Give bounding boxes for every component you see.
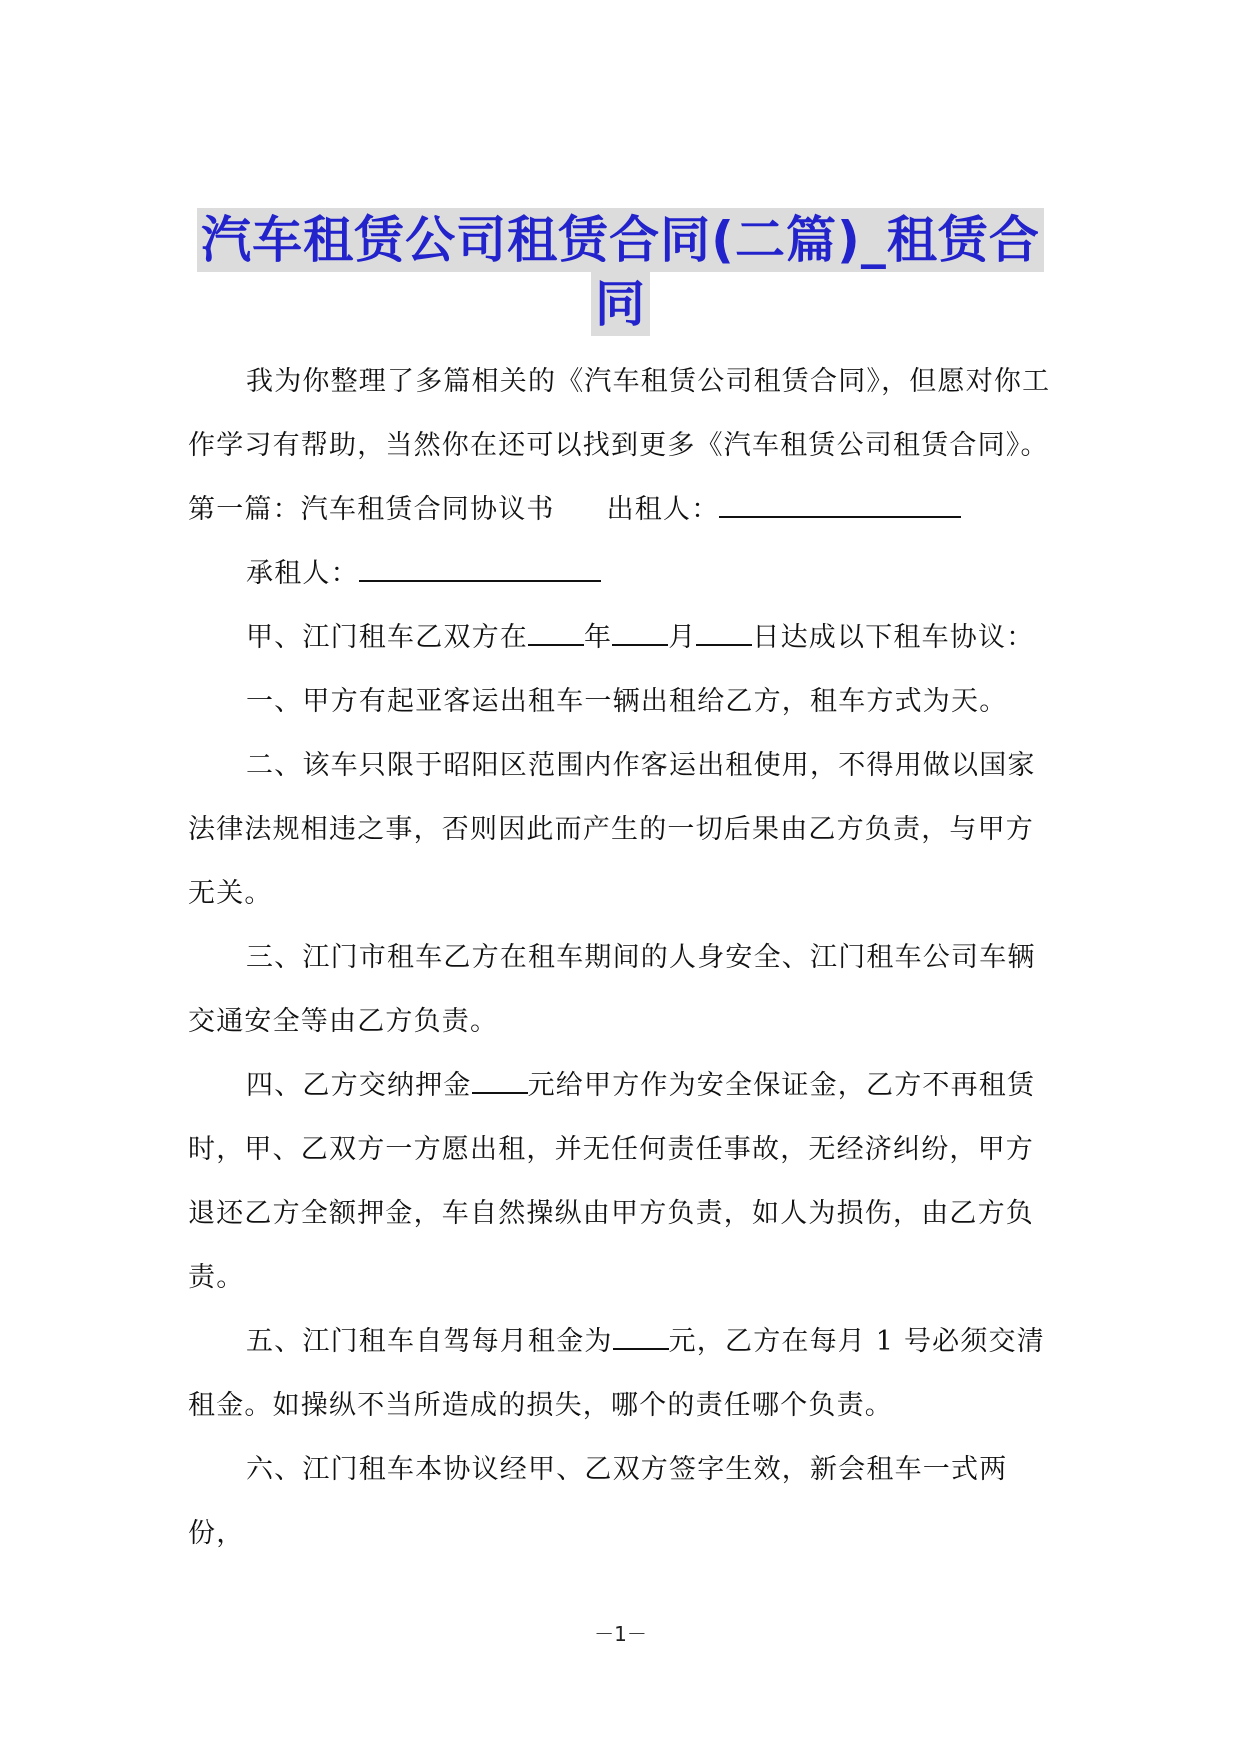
- clause-4-prefix: 四、乙方交纳押金: [246, 1070, 472, 1101]
- month-blank: [612, 614, 668, 646]
- rent-blank: [613, 1318, 669, 1350]
- lessee-line: [188, 542, 1058, 606]
- clause-3: 三、江门市租车乙方在租车期间的人身安全、江门租车公司车辆交通安全等由乙方负责。: [188, 942, 1036, 1037]
- document-body: [188, 350, 1058, 1566]
- deposit-blank: [472, 1062, 528, 1094]
- agreement-line: [188, 606, 1058, 670]
- lessee-blank: [359, 550, 601, 582]
- document-title: [0, 208, 1241, 336]
- section-heading: 第一篇：汽车租赁合同协议书: [188, 494, 555, 525]
- title-line-1: 汽车租赁公司租赁合同(二篇)_租赁合: [197, 208, 1044, 272]
- clause-1: 一、甲方有起亚客运出租车一辆出租给乙方，租车方式为天。: [246, 686, 1008, 717]
- title-line-2: 同: [591, 272, 650, 336]
- clause-2: 二、该车只限于昭阳区范围内作客运出租使用，不得用做以国家法律法规相违之事，否则因此而产生的一切后果由乙方负责，与甲方无关。: [188, 750, 1036, 909]
- year-blank: [528, 614, 584, 646]
- agreement-prefix: 甲、江门租车乙双方在: [246, 622, 528, 653]
- year-label: 年: [584, 622, 613, 653]
- lessor-label: 出租人：: [606, 494, 720, 525]
- clause-4: [188, 1054, 1058, 1310]
- day-blank: [696, 614, 752, 646]
- agreement-suffix: 日达成以下租车协议：: [752, 622, 1035, 653]
- clause-5: [188, 1310, 1058, 1438]
- intro-paragraph: 我为你整理了多篇相关的《汽车租赁公司租赁合同》，但愿对你工作学习有帮助，当然你在还可以找到更多《汽车租赁公司租赁合同》。: [188, 366, 1051, 461]
- page-number: －1－: [594, 1622, 647, 1646]
- clause-6: 六、江门租车本协议经甲、乙双方签字生效，新会租车一式两份，: [188, 1454, 1008, 1549]
- section-heading-line: [188, 478, 1058, 542]
- month-label: 月: [668, 622, 697, 653]
- clause-4-suffix: 元给甲方作为安全保证金，乙方不再租赁时，甲、乙双方一方愿出租，并无任何责任事故，无经济纠纷，甲方退还乙方全额押金，车自然操纵由甲方负责，如人为损伤，由乙方负责。: [188, 1070, 1036, 1293]
- clause-5-suffix: 元，乙方在每月 1 号必须交清租金。如操纵不当所造成的损失，哪个的责任哪个负责。: [188, 1326, 1045, 1421]
- lessee-label: 承租人：: [246, 558, 359, 589]
- lessor-blank: [719, 486, 961, 518]
- clause-5-prefix: 五、江门租车自驾每月租金为: [246, 1326, 613, 1357]
